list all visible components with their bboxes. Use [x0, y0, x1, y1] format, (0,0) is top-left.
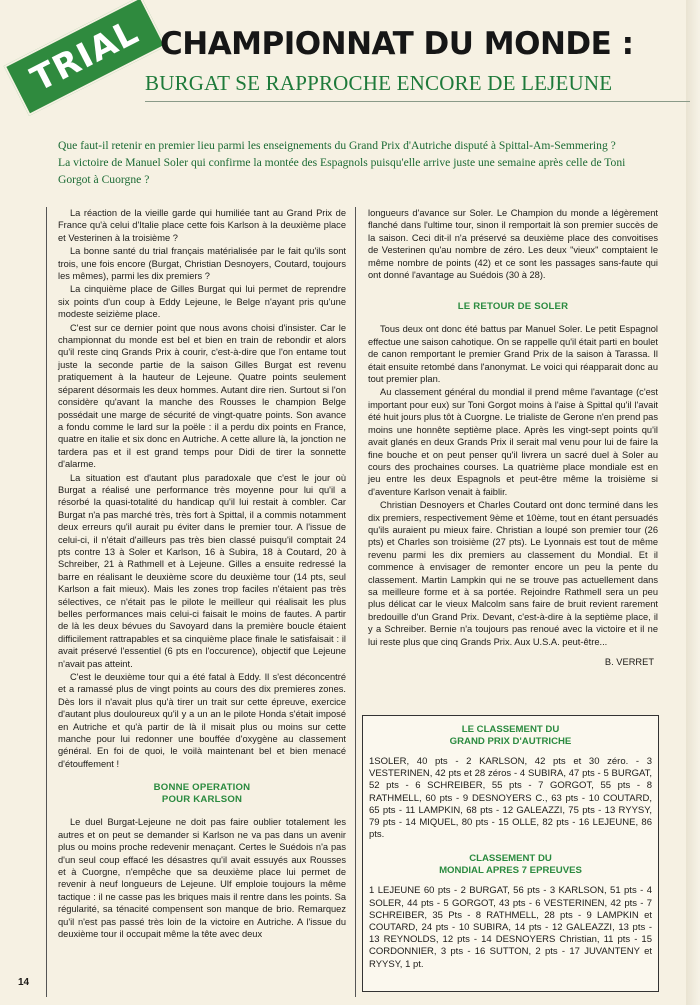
page-number: 14 [18, 977, 30, 988]
column-rule [46, 207, 47, 997]
column-rule [355, 207, 356, 997]
trial-banner [4, 0, 167, 116]
page-edge [686, 0, 700, 1005]
results-box [362, 715, 659, 992]
standings-heading [363, 853, 658, 877]
body-paragraph: La situation est d'autant plus paradoxale que c'est le jour où Burgat a réalisé une performance très moyenne pour lui qu'il a résorbé la quasi-totalité du handicap qu'il lui restait à combler. Car Burgat n'a pas marché très, très fort à Spittal, il a commis notamment deux erreurs qu'il aurait pu éviter dans le premier tour. A l'issue de celui-ci, il n'était d'ailleurs pas très bien classé puisqu'il comptait 24 pts contre 13 à Soler et Karlson, 16 à Subira, 18 à Coutard, 20 à Schreiber, 21 à Rathmell et à Lejeune. Gilles a ensuite redressé la barre en réalisant le deuxième score du deuxième tour (14 pts, seul Karlson a fait mieux). Mais les zones trop faciles n'étaient pas très sélectives, ce n'était pas le pilote le meilleur qui réalisait les plus belles performances mais celui-ci faisait le moins de fautes. A partir de là les deux bévues du Savoyard dans la première boucle étaient difficilement rattrapables et sa cinquième place finale le satisfaisait : il avait préservé l'essentiel (6 pts en l'occurence), objectif que Lejeune n'avait pas atteint. [58, 472, 346, 669]
body-paragraph: La bonne santé du trial français matérialisée par le fait qu'ils sont trois, une fois encore (Burgat, Christian Desnoyers, Coutard, toujours les mêmes), parmi les dix premiers ? [58, 246, 346, 282]
body-paragraph: Christian Desnoyers et Charles Coutard ont donc terminé dans les dix premiers, respectivement 9ème et 10ème, tout en étant persuadés qu'ils auraient pu mieux faire. Christian a loupé son premier tour (26 pts) et Charles son troisième (27 pts). Le Lyonnais est tout de même revenu parmi les dix premiers au classement du Mondial. Et il commence à envisager de remonter encore un peu la pente du classement. Martin Lampkin qui ne se trouve pas actuellement dans sa meilleure forme et à sa portée. Rejoindre Rathmell sera un peu plus délicat car le vieux Malcolm sans faire de bruit revient rarement bredouille d'un Grand Prix. Devant, c'est-à-dire à la septième place, il y a Schreiber. Bernie n'a toujours pas renoué avec la victoire et il ne lui reste plus que cinq Grands Prix. Aux U.S.A. peut-être... [368, 500, 658, 647]
results-heading-line: LE CLASSEMENT DU [461, 724, 560, 735]
body-paragraph: C'est le deuxième tour qui a été fatal à Eddy. Il s'est déconcentré et a ramassé plus de vingt points au cours des dix premieres zones. Dès lors il n'avait plus qu'à tirer un trait sur cette épreuve, exercice d'autant plus douloureux qu'il y a un an le pilote Honda s'était imposé en Autriche et qu'à partir de là il misait plus ou moins sur cette manche pour lui redonner une bouffée d'oxygène au classement général. En foi de quoi, le voilà maintenant bel et bien menacé d'étouffement ! [58, 672, 346, 769]
results-heading-line: GRAND PRIX D'AUTRICHE [449, 736, 572, 747]
intro-paragraph: La victoire de Manuel Soler qui confirme la montée des Espagnols puisqu'elle arrive juste une semaine après celle de Toni Gorgot à Cuorgne ? [58, 156, 626, 186]
standings-text: 1 LEJEUNE 60 pts - 2 BURGAT, 56 pts - 3 KARLSON, 51 pts - 4 SOLER, 44 pts - 5 GORGOT, 43 pts - 6 VESTERINEN, 42 pts - 7 SCHREIBER, 35 Pts - 8 RATHMELL, 28 pts - 9 LAMPKIN et COUTARD, 24 pts - 10 SUBIRA, 14 pts - 12 GALEAZZI, 13 pts - 13 REYNOLDS, 12 pts - 14 DESNOYERS Christian, 11 pts - 15 CORDONNIER, 3 pts - 16 SUTTON, 2 pts - 17 JUVANTENY et RYYSY, 1 pt. [369, 885, 652, 970]
subtitle-rule [145, 101, 690, 102]
results-heading [363, 724, 658, 748]
section-heading [58, 782, 346, 806]
intro [58, 137, 658, 188]
body-paragraph: Au classement général du mondial il prend même l'avantage (c'est important pour eux) sur Toni Gorgot moins à l'aise à Spittal qu'il l'avait été huit jours plus tôt à Cuorgne. Le trialiste de Gerone n'en prend pas moins une honnête septième place. Après les vingt-sept points qu'il avait glanés en deux Grands Prix il serait mal venu pour lui de faire la fine bouche et on peut penser qu'il livrera un sacré duel à Soler au cours des prochaines courses. La quatrième place mondiale est en jeu entre les deux Espagnols et peut-être même la troisième si d'aventure Karlson venait à faiblir. [368, 387, 658, 497]
author-signature: B. VERRET [604, 657, 654, 667]
body-paragraph: La cinquième place de Gilles Burgat qui lui permet de reprendre six points d'un coup à Eddy Lejeune, le Belge n'ayant pris qu'une modeste seizième place. [58, 284, 346, 320]
body-paragraph: Le duel Burgat-Lejeune ne doit pas faire oublier totalement les autres et on peut se demander si Karlson ne va pas dans un avenir plus ou moins proche redevenir menaçant. Certes le Suédois n'a pas d'un seul coup effacé les désastres qu'il avait essuyés aux Rousses et à Cuorgne, n'empêche que sa deuxième place lui permet de revenir à neuf longueurs de Lejeune. Ulf emploie toujours la même tactique : il ne casse pas les briques mais il rentre dans les points. Sa régularité, sa ténacité compensent son manque de brio. Remarquez qu'il n'est pas passé très loin de la victoire en Autriche. A l'issue du deuxième tour il occupait même la tête avec deux [58, 817, 346, 939]
standings-heading-line: MONDIAL APRES 7 EPREUVES [439, 865, 582, 877]
page-title: CHAMPIONNAT DU MONDE : [160, 26, 634, 62]
body-paragraph: La réaction de la vieille garde qui humiliée tant au Grand Prix de France qu'à celui d'Italie place cette fois Karlson à la deuxième place et Vesterinen à la troisième ? [58, 208, 346, 243]
section-heading-line: POUR KARLSON [161, 794, 243, 806]
section-heading-line: BONNE OPERATION [153, 782, 251, 794]
body-paragraph: longueurs d'avance sur Soler. Le Champion du monde a légèrement flanché dans l'ultime tour, sinon il remportait là son premier succès de la saison. Ceci dit-il n'a préservé sa deuxième place des convoitises de Vesterinen qu'au nombre de zéro. Les deux "vieux" comptaient le même nombre de points (42) et ce sont les passages sans-faute qui ont donné l'avantage au Suédois (30 à 28). [368, 208, 658, 281]
body-paragraph: Tous deux ont donc été battus par Manuel Soler. Le petit Espagnol effectue une saison cahotique. On se rappelle qu'il était parti en boulet de canon remportant le premier Grand Prix de la saison à Tarassa. Il était ensuite retombé dans l'anonymat. Le voici qui réapparait donc au tout premier plan. [368, 324, 658, 385]
right-column [368, 207, 658, 668]
gp-results-text: 1SOLER, 40 pts - 2 KARLSON, 42 pts et 30 zéro. - 3 VESTERINEN, 42 pts et 28 zéros - 4 SUBIRA, 47 pts - 5 BURGAT, 52 pts - 6 SCHREIBER, 55 pts - 7 GORGOT, 55 pts - 8 RATHMELL, 60 pts - 9 DESNOYERS C., 63 pts - 10 COUTARD, 65 pts - 11 LAMPKIN, 68 pts - 12 GALEAZZI, 75 pts - 13 RYYSY, 79 pts - 14 MIQUEL, 80 pts - 15 OLLE, 82 pts - 16 LEJEUNE, 86 pts. [369, 756, 652, 841]
left-column [58, 207, 346, 941]
banner-text: TRIAL [24, 12, 146, 100]
page-subtitle: BURGAT SE RAPPROCHE ENCORE DE LEJEUNE [145, 71, 613, 95]
standings-heading-line: CLASSEMENT DU [469, 853, 552, 865]
section-heading: LE RETOUR DE SOLER [457, 301, 569, 313]
body-paragraph: C'est sur ce dernier point que nous avons choisi d'insister. Car le championnat du monde est bel et bien en train de rebondir et alors qu'il reste cinq Grands Prix à courir, c'est-à-dire que l'on entame tout juste la seconde partie de la saison Gilles Burgat est revenu pratiquement à la hauteur de Lejeune. Quatre points seulement séparent désormais les deux hommes. Autant dire rien. Surtout si l'on considère qu'avant la manche des Rousses le champion Belge possédait une marge de sécurité de vingt-quatre points. Son avance a fondu comme le lard sur la poële : il a perdu dix points en France, quatre en italie et six donc en Autriche. A cette allure là, la jonction ne tardera pas et il est grand temps pour Didi de tirer la sonnette d'alarme. [58, 322, 346, 470]
intro-paragraph: Que faut-il retenir en premier lieu parmi les enseignements du Grand Prix d'Autriche disputé à Spittal-Am-Semmering ? [58, 139, 616, 152]
